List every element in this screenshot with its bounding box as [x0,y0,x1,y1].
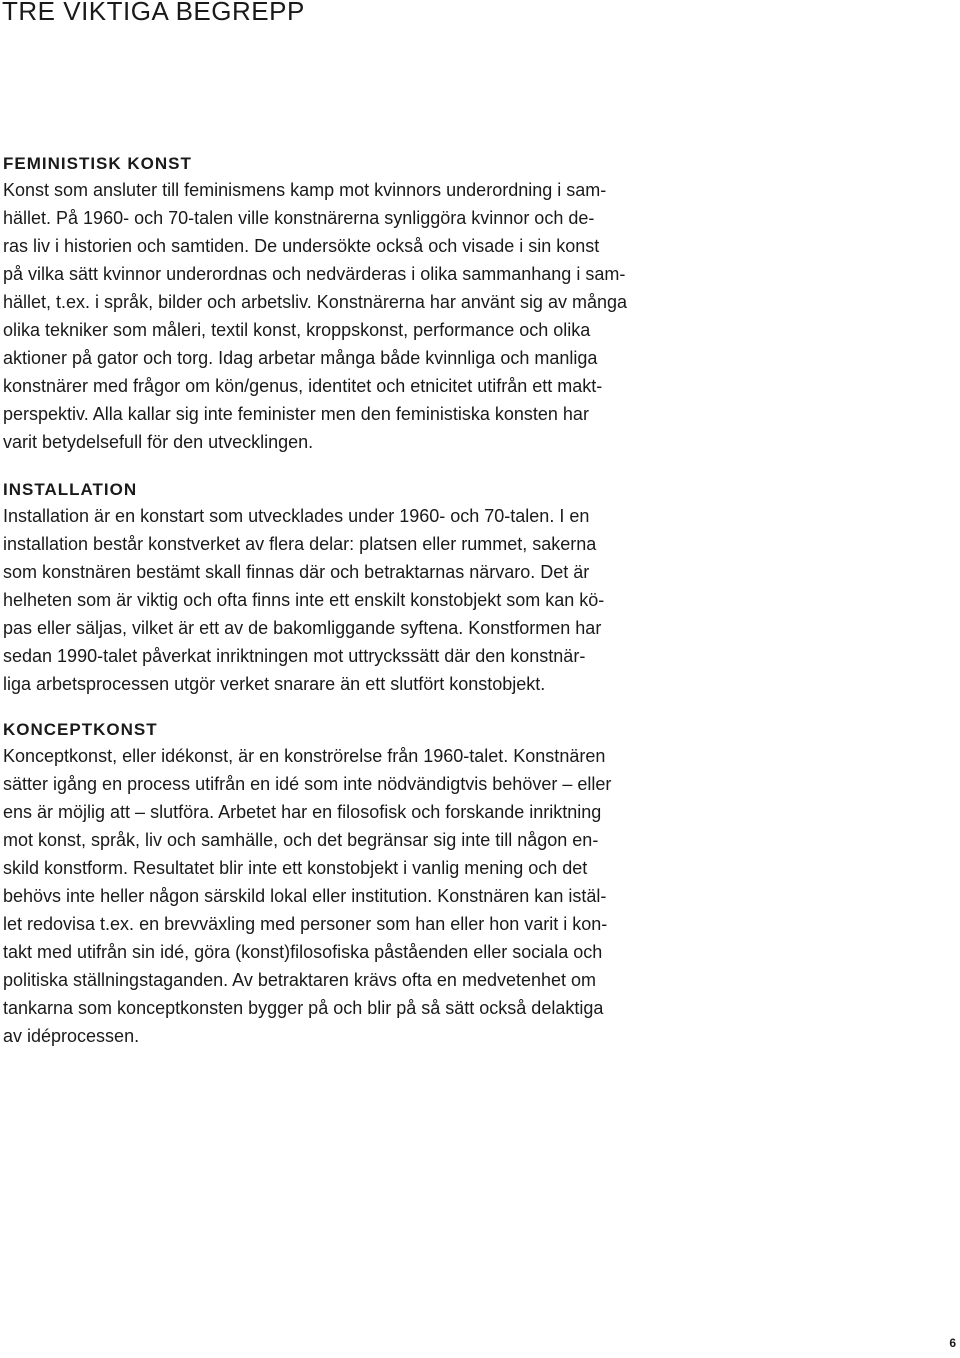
text-line: aktioner på gator och torg. Idag arbetar många både kvinnliga och manliga [3,348,598,368]
text-line: Konceptkonst, eller idékonst, är en konströrelse från 1960-talet. Konstnären [3,746,606,766]
text-line: tankarna som konceptkonsten bygger på och blir på så sätt också delaktiga [3,998,604,1018]
text-line: på vilka sätt kvinnor underordnas och nedvärderas i olika sammanhang i sam- [3,264,626,284]
text-line: takt med utifrån sin idé, göra (konst)filosofiska påståenden eller sociala och [3,942,603,962]
text-line: let redovisa t.ex. en brevväxling med personer som han eller hon varit i kon- [3,914,608,934]
text-line: Konst som ansluter till feminismens kamp mot kvinnors underordning i sam- [3,180,607,200]
text-line: pas eller säljas, vilket är ett av de bakomliggande syftena. Konstformen har [3,618,602,638]
text-line: liga arbetsprocessen utgör verket snarare än ett slutfört konstobjekt. [3,674,546,694]
text-line: av idéprocessen. [3,1026,140,1046]
page-number: 6 [949,1336,956,1350]
text-line: helheten som är viktig och ofta finns inte ett enskilt konstobjekt som kan kö- [3,590,605,610]
section-heading: INSTALLATION [3,480,138,499]
text-line: hället, t.ex. i språk, bilder och arbetsliv. Konstnärerna har använt sig av många [3,292,627,312]
text-line: olika tekniker som måleri, textil konst, kroppskonst, performance och olika [3,320,591,340]
section-heading: KONCEPTKONST [3,720,158,739]
text-line: perspektiv. Alla kallar sig inte feminister men den feministiska konsten har [3,404,589,424]
section-konceptkonst [3,718,703,1050]
text-line: ens är möjlig att – slutföra. Arbetet har en filosofisk och forskande inriktning [3,802,602,822]
section-heading: FEMINISTISK KONST [3,154,192,173]
text-line: Installation är en konstart som utvecklades under 1960- och 70-talen. I en [3,506,590,526]
text-line: skild konstform. Resultatet blir inte ett konstobjekt i vanlig mening och det [3,858,588,878]
text-line: sedan 1990-talet påverkat inriktningen mot uttryckssätt där den konstnär- [3,646,586,666]
text-line: installation består konstverket av flera delar: platsen eller rummet, sakerna [3,534,597,554]
text-line: sätter igång en process utifrån en idé som inte nödvändigtvis behöver – eller [3,774,612,794]
section-feministisk-konst [3,152,703,456]
page-title: TRE VIKTIGA BEGREPP [2,0,305,26]
text-line: varit betydelsefull för den utvecklingen. [3,432,314,452]
text-line: hället. På 1960- och 70-talen ville konstnärerna synliggöra kvinnor och de- [3,208,595,228]
section-installation [3,478,703,698]
text-line: behövs inte heller någon särskild lokal eller institution. Konstnären kan istäl- [3,886,607,906]
text-line: ras liv i historien och samtiden. De undersökte också och visade i sin konst [3,236,600,256]
text-line: mot konst, språk, liv och samhälle, och det begränsar sig inte till någon en- [3,830,599,850]
text-line: som konstnären bestämt skall finnas där och betraktarnas närvaro. Det är [3,562,590,582]
text-line: konstnärer med frågor om kön/genus, identitet och etnicitet utifrån ett makt- [3,376,603,396]
text-line: politiska ställningstaganden. Av betraktaren krävs ofta en medvetenhet om [3,970,597,990]
